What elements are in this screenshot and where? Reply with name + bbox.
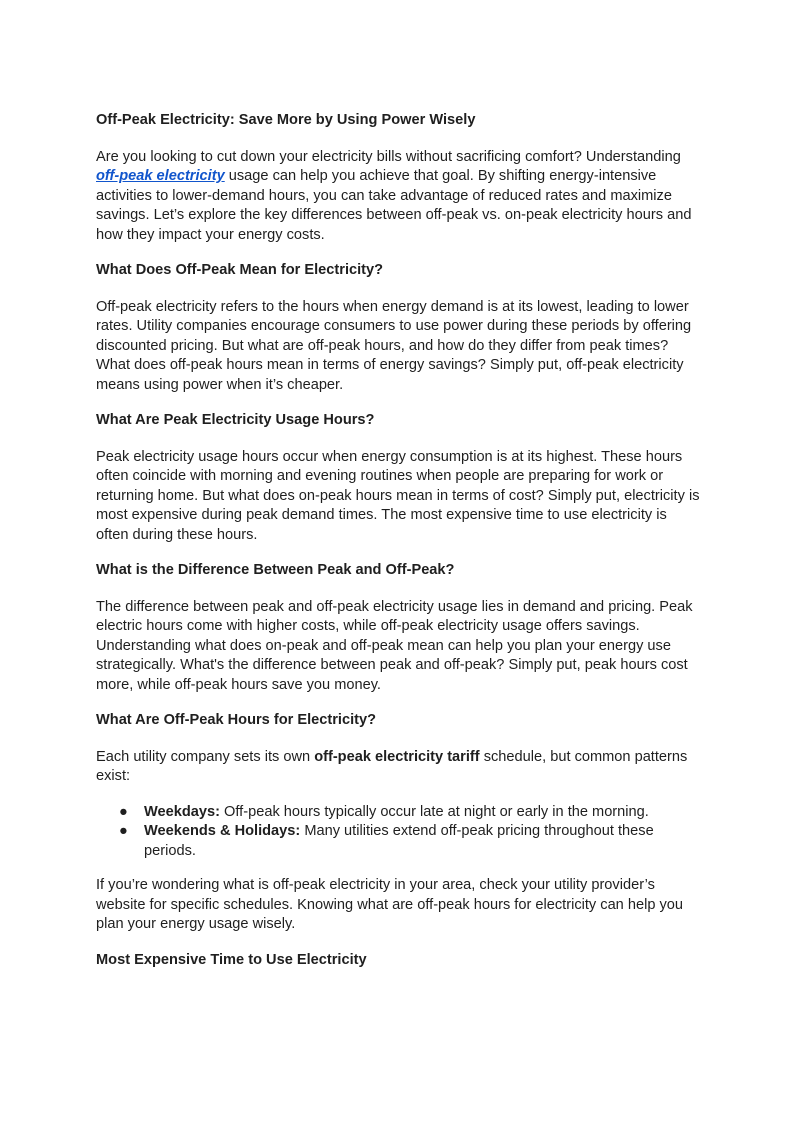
- intro-paragraph: [96, 148, 700, 246]
- off-peak-hours-intro-before: Each utility company sets its own: [96, 748, 315, 765]
- section-body-peak-vs-off-peak: The difference between peak and off-peak electricity usage lies in demand and pricing. Peak electric hours come with higher costs, while off-peak electricity usage offers savings. Understanding what does on-peak and off-peak mean can help you plan your energy use strategically. What's the difference between peak and off-peak? Simply put, peak hours cost more, while off-peak hours save you money.: [96, 598, 693, 693]
- list-item-text: Many utilities extend off-peak pricing throughout these periods.: [144, 823, 654, 859]
- section-heading-peak-usage-hours: What Are Peak Electricity Usage Hours?: [96, 412, 375, 428]
- off-peak-patterns-list: [96, 803, 700, 862]
- bullet-icon: ●: [119, 803, 128, 820]
- list-item-weekdays: [96, 803, 700, 823]
- bullet-icon: ●: [119, 823, 128, 839]
- off-peak-hours-intro-after: schedule, but common patterns exist:: [96, 748, 688, 784]
- section-heading-off-peak-hours: What Are Off-Peak Hours for Electricity?: [96, 712, 377, 728]
- list-item-text: Off-peak hours typically occur late at night or early in the morning.: [219, 803, 649, 820]
- intro-text-before: Are you looking to cut down your electricity bills without sacrificing comfort? Understanding: [96, 148, 681, 165]
- off-peak-electricity-link[interactable]: off-peak electricity: [96, 168, 225, 184]
- section-body-off-peak-meaning: Off-peak electricity refers to the hours when energy demand is at its lowest, leading to lower rates. Utility companies encourage consumers to use power during these periods by offering discounted pricing. But what are off-peak hours, and how do they differ from peak times? What does off-peak hours mean in terms of energy savings? Simply put, off-peak electricity means using power when it’s cheaper.: [96, 298, 692, 393]
- list-item-label: Weekends & Holidays:: [144, 823, 301, 839]
- off-peak-hours-closing: If you’re wondering what is off-peak electricity in your area, check your utility provider’s website for specific schedules. Knowing what are off-peak hours for electricity can help you plan your energy usage wisely.: [96, 877, 684, 932]
- document-title: Off-Peak Electricity: Save More by Using Power Wisely: [96, 112, 476, 128]
- section-heading-off-peak-meaning: What Does Off-Peak Mean for Electricity?: [96, 262, 384, 278]
- section-heading-most-expensive-time: Most Expensive Time to Use Electricity: [96, 951, 367, 968]
- off-peak-tariff-term: off-peak electricity tariff: [314, 748, 480, 765]
- list-item-weekends-holidays: [96, 822, 700, 861]
- off-peak-hours-intro: [96, 748, 700, 787]
- document-page: [96, 111, 700, 987]
- section-body-peak-usage-hours: Peak electricity usage hours occur when energy consumption is at its highest. These hours often coincide with morning and evening routines when people are preparing for work or returning home. But what does on-peak hours mean in terms of cost? Simply put, electricity is most expensive during peak demand times. The most expensive time to use electricity is often during these hours.: [96, 448, 700, 543]
- list-item-label: Weekdays:: [144, 803, 220, 820]
- intro-text-after: usage can help you achieve that goal. By shifting energy-intensive activities to lower-demand hours, you can take advantage of reduced rates and maximize savings. Let’s explore the key differences between off-peak vs. on-peak electricity hours and how they impact your energy costs.: [96, 168, 692, 243]
- section-heading-peak-vs-off-peak: What is the Difference Between Peak and Off-Peak?: [96, 562, 455, 578]
